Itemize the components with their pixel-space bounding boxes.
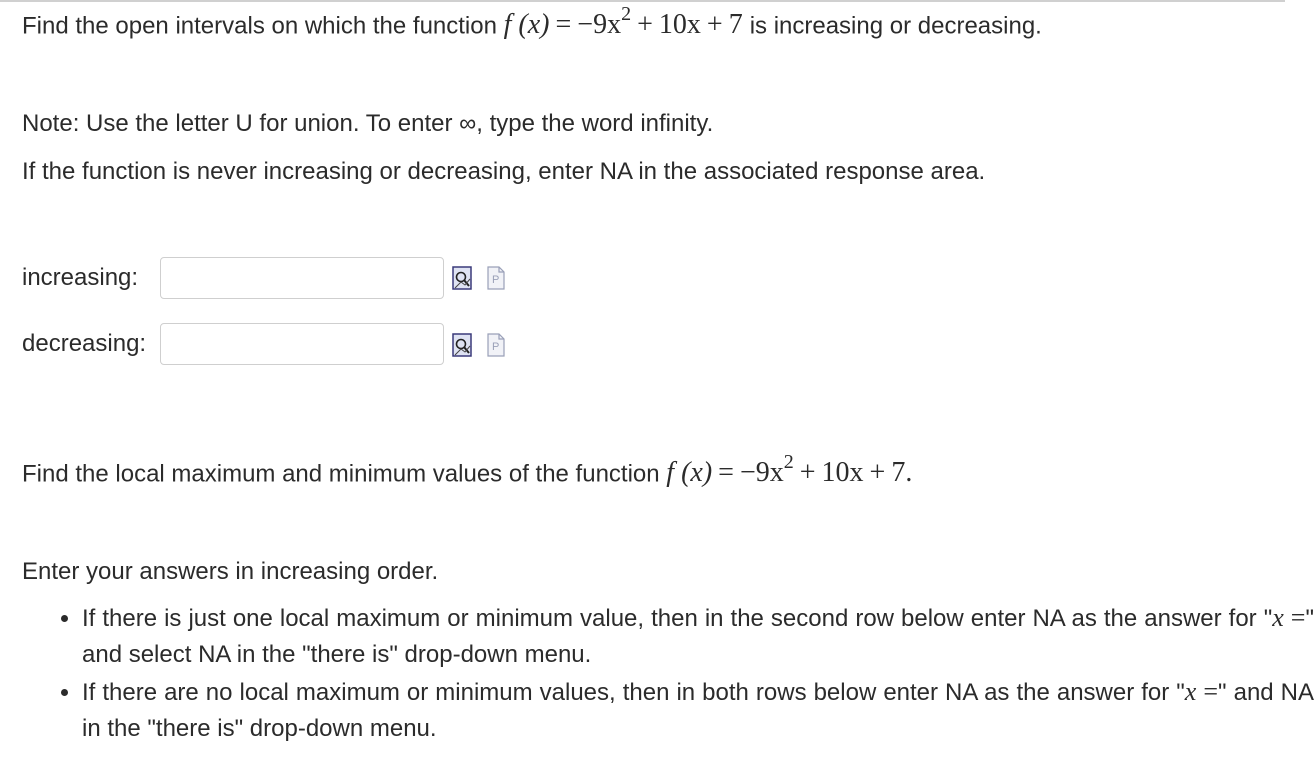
preview-icon[interactable] [452,333,472,357]
function-formula: f $(x) = -9x^2 + 10x + 7$. [666,451,913,489]
palette-icon[interactable] [486,333,506,357]
preview-icon[interactable] [452,266,472,290]
svg-text:P: P [492,274,500,286]
question-2-prompt: Find the local maximum and minimum values of the function f $(x) = -9x^2 + 10x + 7$. [22,451,913,489]
question-1-prompt: Find the open intervals on which the function f $(x) = -9x^2 + 10x + 7$ is increasing or decreasing. [22,3,1042,41]
svg-text:P: P [492,341,500,353]
na-instruction: If the function is never increasing or decreasing, enter NA in the associated response area. [22,158,986,185]
decreasing-input[interactable] [160,323,444,365]
palette-icon[interactable] [486,266,506,290]
instruction-list [50,600,1314,748]
function-formula: f $(x) = -9x^2 + 10x + 7$ [503,3,743,41]
order-instruction: Enter your answers in increasing order. [22,558,439,585]
union-note: Note: Use the letter U for union. To enter ∞, type the word infinity. [22,110,714,137]
list-item: • If there is just one local maximum or minimum value, then in the second row below enter NA as the answer for "x =" and select NA in the "there is" drop-down menu. [82,600,1314,673]
increasing-input[interactable] [160,257,444,299]
decreasing-label: decreasing: [22,330,147,357]
increasing-label: increasing: [22,264,139,291]
top-border [0,0,1285,2]
list-item: • If there are no local maximum or minimum values, then in both rows below enter NA as the answer for "x =" and NA in the "there is" drop-down menu. [82,674,1314,747]
